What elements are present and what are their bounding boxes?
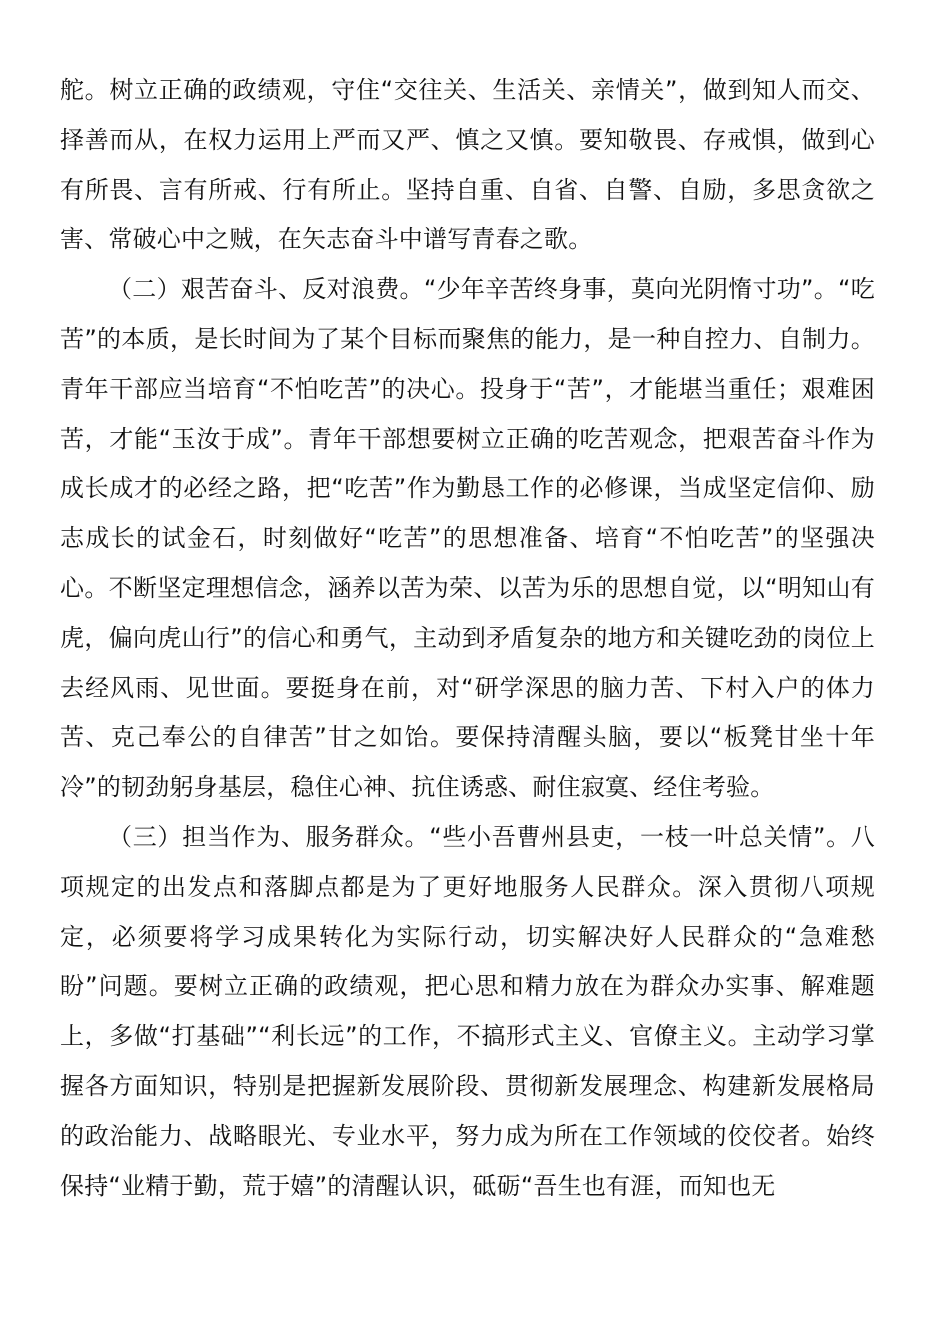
paragraph-2-hardship: （二）艰苦奋斗、反对浪费。“少年辛苦终身事，莫向光阴惰寸功”。“吃苦”的本质，是长时间为了某个目标而聚焦的能力，是一种自控力、自制力。青年干部应当培育“不怕吃苦”的决心。投身于“苦”，才能堪当重任；艰难困苦，才能“玉汝于成”。青年干部想要树立正确的吃苦观念，把艰苦奋斗作为成长成才的必经之路，把“吃苦”作为勤恳工作的必修课，当成坚定信仰、励志成长的试金石，时刻做好“吃苦”的思想准备、培育“不怕吃苦”的坚强决心。不断坚定理想信念，涵养以苦为荣、以苦为乐的思想自觉，以“明知山有虎，偏向虎山行”的信心和勇气，主动到矛盾复杂的地方和关键吃劲的岗位上去经风雨、见世面。要挺身在前，对“研学深思的脑力苦、下村入户的体力苦、克己奉公的自律苦”甘之如饴。要保持清醒头脑，要以“板凳甘坐十年冷”的韧劲躬身基层，稳住心神、抗住诱惑、耐住寂寞、经住考验。 [60, 275, 875, 802]
body-text [60, 66, 875, 1211]
paragraph-1: 舵。树立正确的政绩观，守住“交往关、生活关、亲情关”，做到知人而交、择善而从，在权力运用上严而又严、慎之又慎。要知敬畏、存戒惧，做到心有所畏、言有所戒、行有所止。坚持自重、自省、自警、自励，多思贪欲之害、常破心中之贼，在矢志奋斗中谱写青春之歌。 [60, 76, 875, 254]
paragraph-3-service: （三）担当作为、服务群众。“些小吾曹州县吏，一枝一叶总关情”。八项规定的出发点和落脚点都是为了更好地服务人民群众。深入贯彻八项规定，必须要将学习成果转化为实际行动，切实解决好人民群众的“急难愁盼”问题。要树立正确的政绩观，把心思和精力放在为群众办实事、解难题上，多做“打基础”“利长远”的工作，不搞形式主义、官僚主义。主动学习掌握各方面知识，特别是把握新发展阶段、贯彻新发展理念、构建新发展格局的政治能力、战略眼光、专业水平，努力成为所在工作领域的佼佼者。始终保持“业精于勤，荒于嬉”的清醒认识，砥砺“吾生也有涯，而知也无 [60, 822, 875, 1200]
